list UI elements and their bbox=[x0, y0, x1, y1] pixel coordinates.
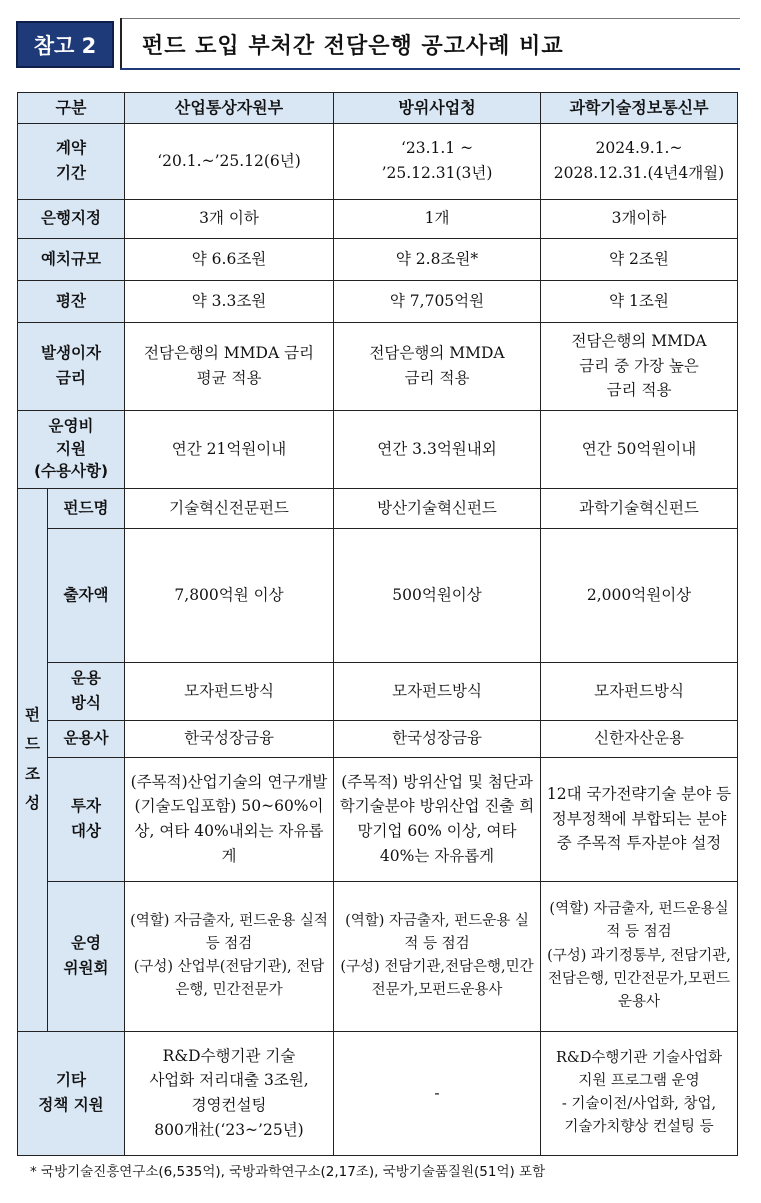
cell-contract-motie: ‘20.1.~’25.12(6년) bbox=[125, 123, 334, 199]
table-row bbox=[18, 881, 738, 1031]
cell-interest-dapa: 전담은행의 MMDA 금리 적용 bbox=[334, 322, 541, 410]
col-header-msit: 과학기술정보통신부 bbox=[541, 93, 738, 124]
col-header-motie: 산업통상자원부 bbox=[125, 93, 334, 124]
row-label-fund-name: 펀드명 bbox=[48, 488, 125, 528]
table-row bbox=[18, 757, 738, 881]
cell-contract-msit: 2024.9.1.~ 2028.12.31.(4년4개월) bbox=[541, 123, 738, 199]
cell-interest-motie: 전담은행의 MMDA 금리 평균 적용 bbox=[125, 322, 334, 410]
reference-badge: 참고 2 bbox=[16, 21, 114, 68]
cell-committee-dapa: (역할) 자금출자, 펀드운용 실적 등 점검 (구성) 전담기관,전담은행,민간전문가,모펀드운용사 bbox=[334, 881, 541, 1031]
cell-balance-dapa: 약 7,705억원 bbox=[334, 280, 541, 322]
cell-amount-dapa: 500억원이상 bbox=[334, 528, 541, 662]
cell-amount-msit: 2,000억원이상 bbox=[541, 528, 738, 662]
row-label-contract: 계약 기간 bbox=[18, 123, 125, 199]
table-row bbox=[18, 488, 738, 528]
cell-other-motie: R&D수행기관 기술 사업화 저리대출 3조원, 경영컨설팅 800개社(‘23~’25년) bbox=[125, 1031, 334, 1155]
cell-other-dapa: - bbox=[334, 1031, 541, 1155]
cell-manager-dapa: 한국성장금융 bbox=[334, 720, 541, 757]
comparison-table bbox=[17, 92, 738, 1156]
cell-interest-msit: 전담은행의 MMDA 금리 중 가장 높은 금리 적용 bbox=[541, 322, 738, 410]
footnote: * 국방기술진흥연구소(6,535억), 국방과학연구소(2,17조), 국방기술품질원(51억) 포함 bbox=[30, 1164, 546, 1180]
table-row bbox=[18, 280, 738, 322]
cell-bank-dapa: 1개 bbox=[334, 199, 541, 238]
cell-deposit-dapa: 약 2.8조원* bbox=[334, 238, 541, 280]
cell-target-motie: (주목적)산업기술의 연구개발(기술도입포함) 50~60%이상, 여타 40%내외는 자유롭게 bbox=[125, 757, 334, 881]
row-label-method: 운용 방식 bbox=[48, 662, 125, 720]
cell-fund-name-motie: 기술혁신전문펀드 bbox=[125, 488, 334, 528]
table-row bbox=[18, 123, 738, 199]
table-row bbox=[18, 662, 738, 720]
cell-bank-msit: 3개이하 bbox=[541, 199, 738, 238]
table-row bbox=[18, 720, 738, 757]
cell-opex-dapa: 연간 3.3억원내외 bbox=[334, 410, 541, 488]
col-header-category: 구분 bbox=[18, 93, 125, 124]
row-label-balance: 평잔 bbox=[18, 280, 125, 322]
cell-manager-msit: 신한자산운용 bbox=[541, 720, 738, 757]
table-row bbox=[18, 238, 738, 280]
cell-method-motie: 모자펀드방식 bbox=[125, 662, 334, 720]
cell-fund-name-dapa: 방산기술혁신펀드 bbox=[334, 488, 541, 528]
table-row bbox=[18, 322, 738, 410]
row-label-manager: 운용사 bbox=[48, 720, 125, 757]
row-label-deposit: 예치규모 bbox=[18, 238, 125, 280]
cell-method-msit: 모자펀드방식 bbox=[541, 662, 738, 720]
table-row bbox=[18, 199, 738, 238]
cell-target-msit: 12대 국가전략기술 분야 등 정부정책에 부합되는 분야 중 주목적 투자분야 설정 bbox=[541, 757, 738, 881]
row-label-target: 투자 대상 bbox=[48, 757, 125, 881]
fund-group-label: 펀 드 조 성 bbox=[18, 488, 48, 1031]
row-label-committee: 운영 위원회 bbox=[48, 881, 125, 1031]
cell-committee-msit: (역할) 자금출자, 펀드운용실적 등 점검 (구성) 과기정통부, 전담기관,전담은행, 민간전문가,모펀드운용사 bbox=[541, 881, 738, 1031]
cell-opex-msit: 연간 50억원이내 bbox=[541, 410, 738, 488]
row-label-other: 기타 정책 지원 bbox=[18, 1031, 125, 1155]
cell-manager-motie: 한국성장금융 bbox=[125, 720, 334, 757]
header bbox=[16, 18, 740, 72]
page-title: 펀드 도입 부처간 전담은행 공고사례 비교 bbox=[142, 33, 564, 59]
row-label-opex: 운영비 지원 (수용사항) bbox=[18, 410, 125, 488]
cell-deposit-msit: 약 2조원 bbox=[541, 238, 738, 280]
table-row bbox=[18, 1031, 738, 1155]
cell-balance-motie: 약 3.3조원 bbox=[125, 280, 334, 322]
cell-committee-motie: (역할) 자금출자, 펀드운용 실적 등 점검 (구성) 산업부(전담기관), 전담은행, 민간전문가 bbox=[125, 881, 334, 1031]
col-header-dapa: 방위사업청 bbox=[334, 93, 541, 124]
cell-amount-motie: 7,800억원 이상 bbox=[125, 528, 334, 662]
row-label-bank: 은행지정 bbox=[18, 199, 125, 238]
title-box bbox=[120, 18, 740, 70]
cell-deposit-motie: 약 6.6조원 bbox=[125, 238, 334, 280]
cell-target-dapa: (주목적) 방위산업 및 첨단과학기술분야 방위산업 진출 희망기업 60% 이상, 여타 40%는 자유롭게 bbox=[334, 757, 541, 881]
table-row bbox=[18, 410, 738, 488]
table-header-row bbox=[18, 93, 738, 124]
row-label-interest: 발생이자 금리 bbox=[18, 322, 125, 410]
cell-fund-name-msit: 과학기술혁신펀드 bbox=[541, 488, 738, 528]
table-row bbox=[18, 528, 738, 662]
cell-contract-dapa: ‘23.1.1 ~ ’25.12.31(3년) bbox=[334, 123, 541, 199]
cell-method-dapa: 모자펀드방식 bbox=[334, 662, 541, 720]
cell-other-msit: R&D수행기관 기술사업화 지원 프로그램 운영 - 기술이전/사업화, 창업, 기술가치향상 컨설팅 등 bbox=[541, 1031, 738, 1155]
row-label-amount: 출자액 bbox=[48, 528, 125, 662]
cell-balance-msit: 약 1조원 bbox=[541, 280, 738, 322]
cell-bank-motie: 3개 이하 bbox=[125, 199, 334, 238]
cell-opex-motie: 연간 21억원이내 bbox=[125, 410, 334, 488]
